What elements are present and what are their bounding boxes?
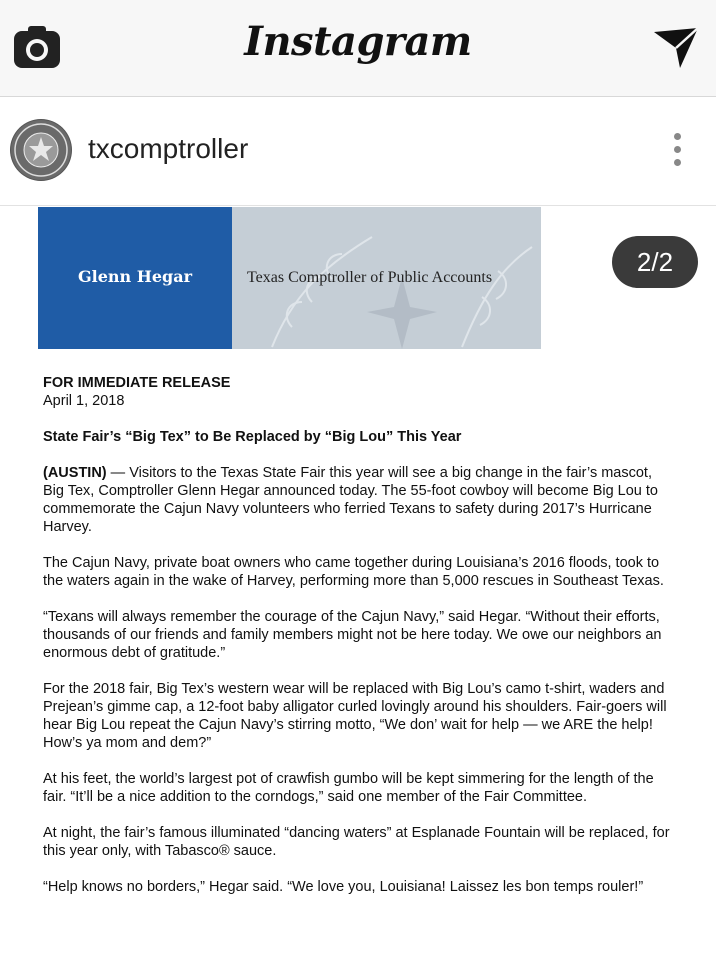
release-paragraph-7: “Help knows no borders,” Hegar said. “We love you, Louisiana! Laissez les bon temps rouler!” [43, 879, 644, 895]
release-paragraph-3: “Texans will always remember the courage of the Cajun Navy,” said Hegar. “Without their efforts, thousands of our friends and family members might not be here today. We owe our neighbors an enormous debt of gratitude.” [43, 609, 662, 661]
more-options-icon[interactable] [666, 133, 688, 169]
direct-send-icon[interactable] [652, 26, 700, 70]
banner-title: Texas Comptroller of Public Accounts [247, 269, 493, 286]
username[interactable]: txcomptroller [88, 133, 249, 164]
release-paragraph-6: At night, the fair’s famous illuminated “dancing waters” at Esplanade Fountain will be replaced, for this year only, with Tabasco® sauce. [43, 825, 670, 859]
banner-name-panel [38, 207, 232, 349]
banner-name: Glenn Hegar [77, 267, 193, 286]
instagram-logo: Instagram [244, 18, 472, 65]
top-bar [0, 0, 716, 97]
press-release-banner [38, 207, 541, 349]
comptroller-seal-avatar[interactable] [10, 119, 72, 181]
post-header [0, 97, 716, 206]
release-paragraph-1-text: — Visitors to the Texas State Fair this year will see a big change in the fair’s mascot, Big Tex, Comptroller Glenn Hegar announced today. The 55-foot cowboy will become Big Lou to commemorate the Cajun Navy volunteers who ferried Texans to safety during 2017’s Hurricane Harvey. [43, 465, 658, 535]
release-paragraph-1 [43, 464, 673, 536]
release-headline: State Fair’s “Big Tex” to Be Replaced by “Big Lou” This Year [43, 429, 462, 445]
release-paragraph-2: The Cajun Navy, private boat owners who came together during Louisiana’s 2016 floods, took to the waters again in the wake of Harvey, performing more than 5,000 rescues in Southeast Texas. [43, 555, 664, 589]
carousel-counter: 2/2 [612, 236, 698, 288]
press-release-document [43, 374, 673, 914]
release-label: FOR IMMEDIATE RELEASE [43, 375, 231, 391]
release-dateline: (AUSTIN) [43, 465, 107, 481]
release-paragraph-4: For the 2018 fair, Big Tex’s western wear will be replaced with Big Lou’s camo t-shirt, waders and Prejean’s gimme cap, a 12-foot baby alligator curled lovingly around his shoulders. Fair-goers will hear Big Lou repeat the Cajun Navy’s stirring motto, “We don’ wait for help — we ARE the help! How’s ya mom and dem?” [43, 681, 667, 751]
release-date: April 1, 2018 [43, 393, 125, 409]
release-paragraph-5: At his feet, the world’s largest pot of crawfish gumbo will be kept simmering for the length of the fair. “It’ll be a nice addition to the corndogs,” said one member of the Fair Committee. [43, 771, 654, 805]
